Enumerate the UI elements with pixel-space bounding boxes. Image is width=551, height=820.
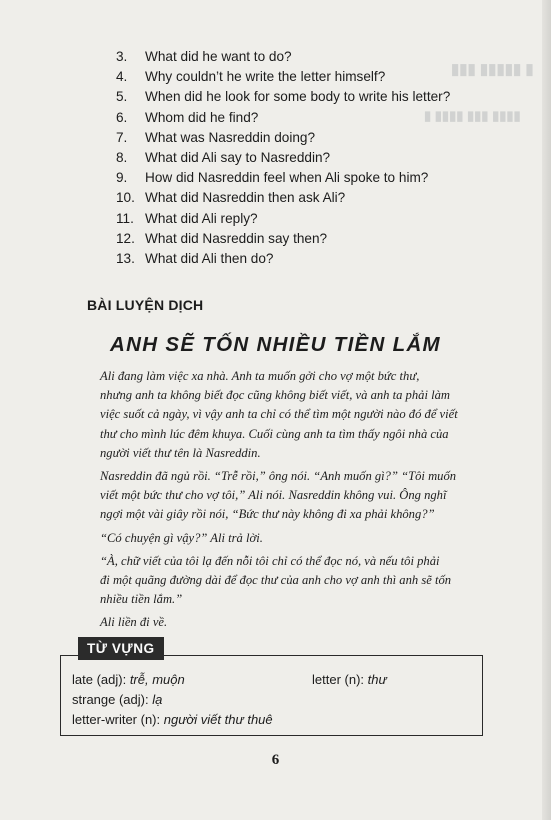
question-text: What was Nasreddin doing? [145,129,316,145]
question-text: What did Ali then do? [145,250,274,266]
passage-line: đi một quãng đường dài để đọc thư của anh cho vợ anh thì anh sẽ tốn [100,573,452,588]
passage-line: “À, chữ viết của tôi lạ đến nỗi tôi chỉ có thể đọc nó, và nếu tôi phải [100,553,440,568]
passage-line: người viết thư tên là Nasreddin. [100,445,261,460]
question-item [116,89,450,109]
question-number: 13. [116,250,135,266]
vocabulary-label: TỪ VỰNG [78,637,164,660]
question-number: 10. [116,190,135,206]
question-item [116,231,450,251]
question-number: 7. [116,129,128,145]
vocab-term: strange (adj): [72,692,153,707]
question-number: 12. [116,230,135,246]
passage-line: “Có chuyện gì vậy?” Ali trả lời. [100,530,263,545]
passage-paragraph [87,367,487,463]
translation-passage [87,367,487,637]
question-number: 9. [116,170,128,186]
vocab-term: letter-writer (n): [72,712,164,727]
section-heading: BÀI LUYỆN DỊCH [87,297,204,313]
passage-paragraph [87,552,487,610]
passage-paragraph [87,467,487,525]
question-item [116,130,450,150]
vocab-entry [72,692,162,707]
page-number: 6 [271,752,280,768]
vocab-term: late (adj): [72,672,130,687]
vocab-entry [312,672,387,687]
passage-paragraph [87,613,487,632]
passage-line: Ali đang làm việc xa nhà. Anh ta muốn gởi cho vợ một bức thư, [100,369,420,383]
question-item [116,211,450,231]
passage-line: việc suốt cả ngày, vì vậy anh ta chỉ có thể tìm một người nào đó để viết [100,407,458,422]
question-text: What did he want to do? [145,49,292,64]
question-item [116,110,450,130]
passage-line: thư cho mình lúc đêm khuya. Cuối cùng anh ta tìm thấy ngôi nhà của [100,426,449,441]
question-item [116,170,450,190]
vocab-entry [72,672,185,687]
question-text: Why couldn’t he write the letter himself? [145,69,386,85]
question-text: Whom did he find? [145,109,259,125]
question-number: 8. [116,149,128,165]
question-text: What did Nasreddin then ask Ali? [145,190,346,206]
vocab-entry [72,712,273,727]
vocab-meaning: lạ [152,692,163,707]
question-text: What did Nasreddin say then? [145,230,328,246]
question-item [116,150,450,170]
vocab-meaning: trễ, muộn [129,672,185,687]
passage-line: nhiều tiền lắm.” [100,592,183,607]
passage-line: Ali liền đi về. [100,615,168,630]
question-item [116,49,450,69]
vocab-term: letter (n): [312,672,368,687]
passage-line: ngợi một vài giây rồi nói, “Bức thư này không đi xa phải không?” [100,507,435,522]
question-text: What did Ali reply? [145,210,258,226]
bleed-through-text: ▮▮▮ ▮▮▮▮▮ ▮ [451,61,534,78]
question-text: When did he look for some body to write his letter? [145,89,451,105]
question-number: 6. [116,109,128,125]
vocabulary-box [60,655,483,736]
vocab-meaning: thư [367,672,387,687]
question-number: 11. [116,210,134,226]
passage-line: nhưng anh ta không biết đọc cũng không biết viết, và anh ta phải làm [100,388,450,403]
question-text: What did Ali say to Nasreddin? [145,149,331,165]
page-spine-shadow [542,0,551,820]
question-number: 5. [116,89,128,105]
question-text: How did Nasreddin feel when Ali spoke to him? [145,170,429,186]
question-item [116,251,450,271]
question-item [116,190,450,210]
question-item [116,69,450,89]
story-title: ANH SẼ TỐN NHIỀU TIỀN LẮM [110,333,441,356]
question-number: 3. [116,49,128,64]
passage-line: viết một bức thư cho vợ tôi,” Ali nói. Nasreddin không vui. Ông nghĩ [100,488,447,503]
bleed-through-text: ▮ ▮▮▮▮ ▮▮▮ ▮▮▮▮ [424,108,521,123]
comprehension-questions [116,49,450,271]
vocab-meaning: người viết thư thuê [163,712,273,727]
passage-line: Nasreddin đã ngủ rồi. “Trễ rồi,” ông nói. “Anh muốn gì?” “Tôi muốn [100,469,457,484]
question-number: 4. [116,69,128,85]
passage-paragraph [87,529,487,548]
